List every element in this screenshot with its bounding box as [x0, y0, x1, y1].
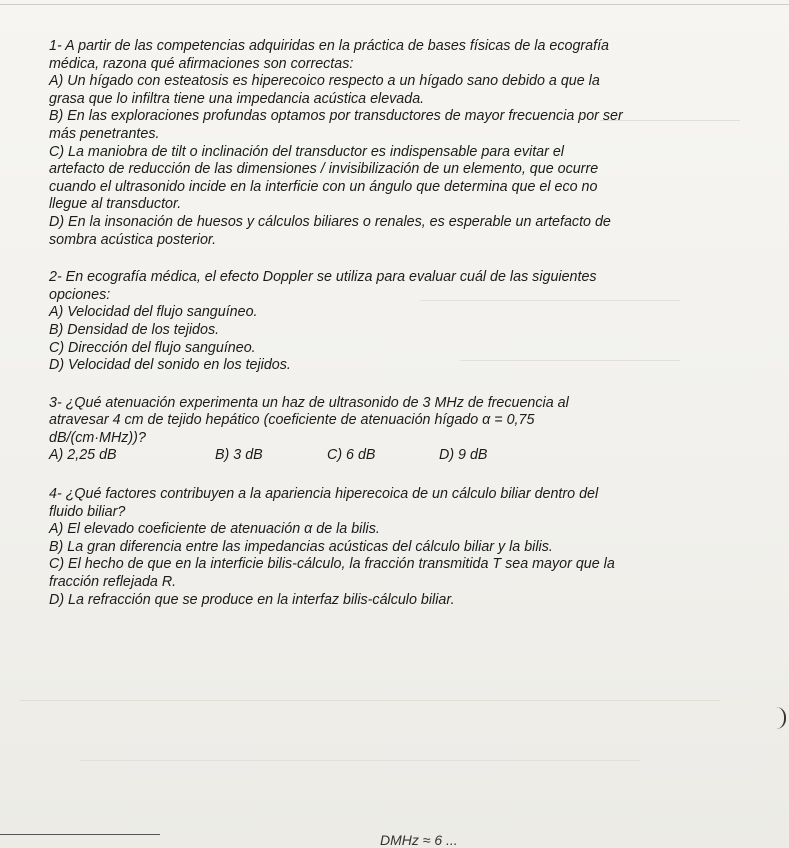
- option-line: B) Densidad de los tejidos.: [49, 321, 220, 338]
- option-d: D) 9 dB: [439, 447, 488, 464]
- option-b: B) 3 dB: [215, 447, 263, 464]
- exam-questions: [49, 38, 689, 626]
- option-line: B) La gran diferencia entre las impedancias acústicas del cálculo biliar y la bilis.: [49, 538, 553, 555]
- question-line: opciones:: [49, 286, 111, 303]
- question-line: fluido biliar?: [49, 503, 126, 520]
- option-line: C) La maniobra de tilt o inclinación del transductor es indispensable para evitar el: [49, 143, 564, 160]
- question-line: dB/(cm·MHz))?: [49, 429, 146, 446]
- page-top-edge: [0, 4, 789, 5]
- option-line: A) Velocidad del flujo sanguíneo.: [49, 304, 258, 321]
- question-4: [49, 486, 689, 609]
- bracket-mark: [772, 707, 786, 729]
- question-line: médica, razona qué afirmaciones son correctas:: [49, 55, 354, 72]
- option-line: A) Un hígado con esteatosis es hiperecoico respecto a un hígado sano debido a que la: [49, 73, 600, 90]
- option-line: llegue al transductor.: [49, 196, 182, 213]
- option-line: D) La refracción que se produce en la interfaz bilis-cálculo biliar.: [49, 591, 455, 608]
- bleed-through-mark: [80, 760, 640, 762]
- option-line: fracción reflejada R.: [49, 574, 177, 591]
- option-line: D) En la insonación de huesos y cálculos biliares o renales, es esperable un artefacto de: [49, 213, 611, 230]
- question-line: 4- ¿Qué factores contribuyen a la apariencia hiperecoica de un cálculo biliar dentro del: [49, 486, 599, 503]
- bleed-through-mark: [20, 700, 720, 702]
- option-line: A) El elevado coeficiente de atenuación α de la bilis.: [49, 521, 380, 538]
- option-line: B) En las exploraciones profundas optamos por transductores de mayor frecuencia por ser: [49, 108, 623, 125]
- question-2: [49, 269, 689, 375]
- answer-options: [49, 447, 689, 465]
- question-line: 3- ¿Qué atenuación experimenta un haz de ultrasonido de 3 MHz de frecuencia al: [49, 394, 569, 411]
- option-line: artefacto de reducción de las dimensiones / invisibilización de un elemento, que ocurre: [49, 161, 599, 178]
- handwritten-stroke: [0, 834, 160, 835]
- option-c: C) 6 dB: [327, 447, 376, 464]
- option-line: C) El hecho de que en la interficie bilis-cálculo, la fracción transmitida T sea mayor que la: [49, 556, 615, 573]
- question-line: atravesar 4 cm de tejido hepático (coeficiente de atenuación hígado α = 0,75: [49, 412, 535, 429]
- question-line: 1- A partir de las competencias adquiridas en la práctica de bases físicas de la ecografía: [49, 38, 610, 54]
- option-line: D) Velocidad del sonido en los tejidos.: [49, 357, 291, 374]
- option-line: cuando el ultrasonido incide en la interficie con un ángulo que determina que el eco no: [49, 178, 598, 195]
- option-line: sombra acústica posterior.: [49, 231, 217, 248]
- option-a: A) 2,25 dB: [49, 447, 117, 464]
- option-line: grasa que lo infiltra tiene una impedancia acústica elevada.: [49, 90, 425, 107]
- question-1: [49, 38, 689, 249]
- question-3: [49, 395, 689, 465]
- question-line: 2- En ecografía médica, el efecto Doppler se utiliza para evaluar cuál de las siguientes: [49, 269, 597, 286]
- option-line: más penetrantes.: [49, 125, 160, 142]
- handwritten-note: DMHz ≈ 6 ...: [380, 832, 458, 848]
- option-line: C) Dirección del flujo sanguíneo.: [49, 339, 256, 356]
